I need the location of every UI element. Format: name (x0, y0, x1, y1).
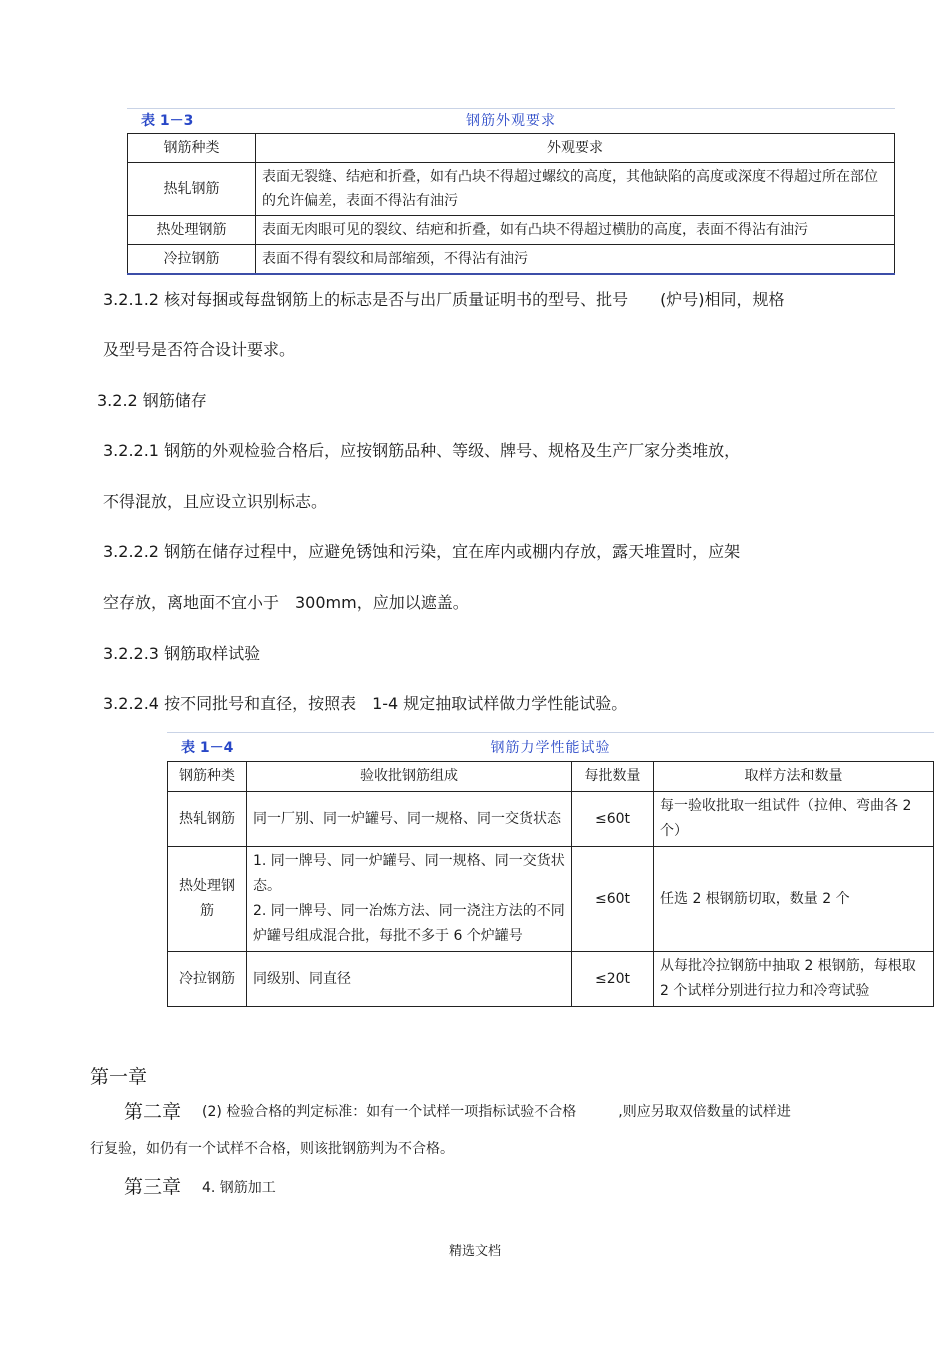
header-cell: 钢筋种类 (168, 762, 247, 792)
table-row (168, 952, 934, 1007)
paragraph-3-2-2-1-cont: 不得混放，且应设立识别标志。 (103, 492, 328, 511)
table-row (128, 216, 895, 245)
table-cell: 表面不得有裂纹和局部缩颈，不得沾有油污 (256, 245, 895, 275)
table-cell: ≤20t (572, 952, 654, 1007)
page-footer: 精选文档 (448, 1244, 501, 1259)
chapter-3-heading: 第三章 (124, 1176, 182, 1198)
table-caption (127, 108, 895, 133)
table-number: 表 1－3 (141, 113, 194, 129)
table-cell: 每一验收批取一组试件（拉伸、弯曲各 2 个） (654, 792, 934, 847)
chapter-3-text: 4. 钢筋加工 (202, 1180, 276, 1196)
chapter-2-text-cont: 行复验，如仍有一个试样不合格，则该批钢筋判为不合格。 (90, 1141, 454, 1157)
paragraph-3-2-1-2: 3.2.1.2 核对每捆或每盘钢筋上的标志是否与出厂质量证明书的型号、批号 (炉号)相同，规格 (103, 290, 785, 309)
table-cell: 热处理钢筋 (168, 847, 247, 952)
paragraph-3-2-2-2: 3.2.2.2 钢筋在储存过程中，应避免锈蚀和污染，宜在库内或棚内存放，露天堆置时，应架 (103, 542, 741, 561)
table-1-3 (127, 108, 895, 275)
table-cell: ≤60t (572, 792, 654, 847)
header-cell: 取样方法和数量 (654, 762, 934, 792)
table-title: 钢筋力学性能试验 (490, 740, 611, 756)
header-cell: 每批数量 (572, 762, 654, 792)
header-cell: 外观要求 (256, 134, 895, 163)
table-header-row (168, 762, 934, 792)
table-number: 表 1－4 (181, 740, 234, 756)
mechanical-test-table (167, 761, 934, 1007)
table-row (128, 163, 895, 216)
table-cell: 从每批冷拉钢筋中抽取 2 根钢筋，每根取 2 个试样分别进行拉力和冷弯试验 (654, 952, 934, 1007)
paragraph-3-2-2-1: 3.2.2.1 钢筋的外观检验合格后，应按钢筋品种、等级、牌号、规格及生产厂家分类堆放， (103, 441, 741, 460)
heading-3-2-2: 3.2.2 钢筋储存 (97, 391, 207, 410)
header-cell: 钢筋种类 (128, 134, 256, 163)
header-cell: 验收批钢筋组成 (247, 762, 572, 792)
chapter-2-text: (2) 检验合格的判定标准：如有一个试样一项指标试验不合格 ,则应另取双倍数量的试样进 (202, 1104, 791, 1120)
chapter-1-heading: 第一章 (90, 1066, 148, 1088)
table-row (168, 847, 934, 952)
heading-3-2-2-3: 3.2.2.3 钢筋取样试验 (103, 644, 261, 663)
table-cell: 表面无肉眼可见的裂纹、结疤和折叠，如有凸块不得超过横肋的高度，表面不得沾有油污 (256, 216, 895, 245)
table-cell: 热轧钢筋 (168, 792, 247, 847)
table-cell: 热处理钢筋 (128, 216, 256, 245)
table-row (128, 245, 895, 275)
chapter-2-heading: 第二章 (124, 1101, 182, 1123)
table-cell: 1. 同一牌号、同一炉罐号、同一规格、同一交货状态。 2. 同一牌号、同一冶炼方法、同一浇注方法的不同炉罐号组成混合批，每批不多于 6 个炉罐号 (247, 847, 572, 952)
table-cell: ≤60t (572, 847, 654, 952)
table-cell: 表面无裂缝、结疤和折叠，如有凸块不得超过螺纹的高度，其他缺陷的高度或深度不得超过所在部位的允许偏差，表面不得沾有油污 (256, 163, 895, 216)
table-title: 钢筋外观要求 (466, 113, 556, 129)
table-cell: 热轧钢筋 (128, 163, 256, 216)
paragraph-3-2-1-2-cont: 及型号是否符合设计要求。 (103, 340, 296, 359)
paragraph-3-2-2-2-cont: 空存放，离地面不宜小于 300mm，应加以遮盖。 (103, 593, 469, 612)
table-1-4 (167, 732, 934, 1007)
table-cell: 同级别、同直径 (247, 952, 572, 1007)
paragraph-3-2-2-4: 3.2.2.4 按不同批号和直径，按照表 1-4 规定抽取试样做力学性能试验。 (103, 694, 628, 713)
table-caption (167, 732, 934, 761)
table-cell: 冷拉钢筋 (128, 245, 256, 275)
table-cell: 同一厂别、同一炉罐号、同一规格、同一交货状态 (247, 792, 572, 847)
table-row (168, 792, 934, 847)
table-header-row (128, 134, 895, 163)
table-cell: 任选 2 根钢筋切取，数量 2 个 (654, 847, 934, 952)
table-cell: 冷拉钢筋 (168, 952, 247, 1007)
appearance-table (127, 133, 895, 275)
